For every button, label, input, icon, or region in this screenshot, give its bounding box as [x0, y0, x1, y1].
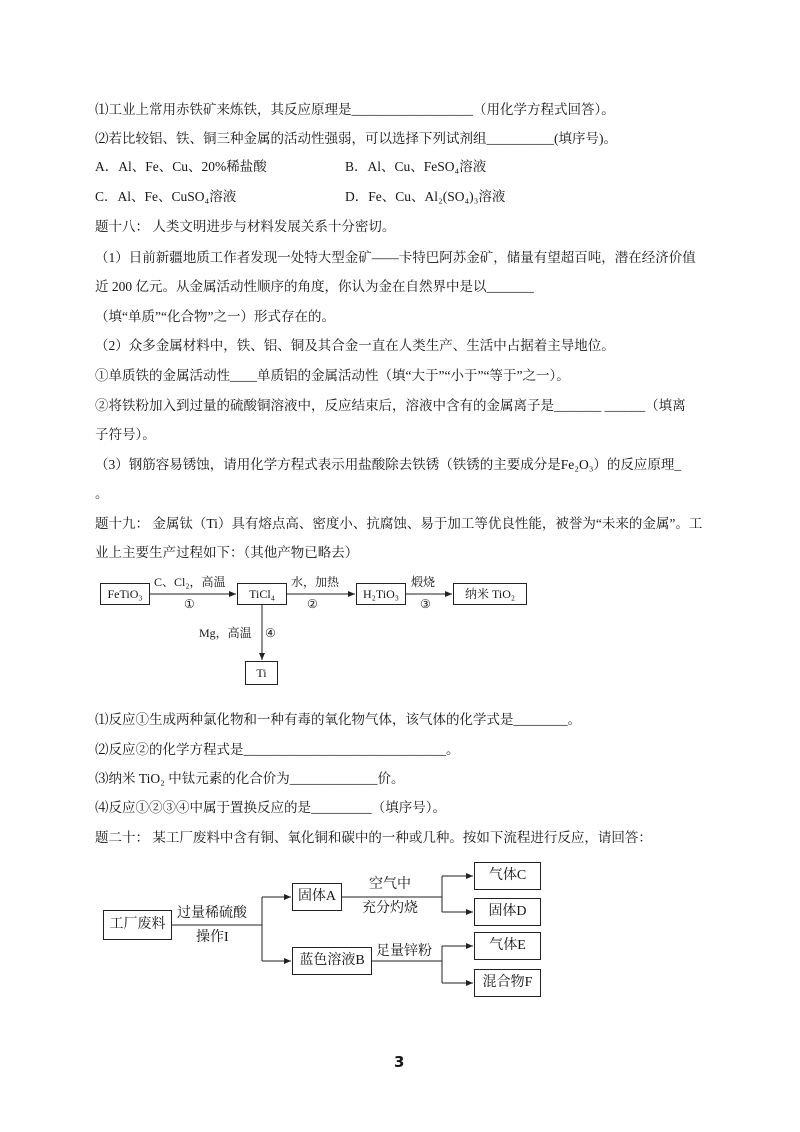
q19-part3-text: ⑶纳米 TiO₂ 中钛元素的化合价为_____________价。	[95, 771, 405, 786]
step3-number: ③	[420, 597, 431, 611]
step2-conditions: 水，加热	[291, 575, 340, 589]
box-gas-c: 气体C	[474, 862, 541, 890]
option-d: D．Fe、Cu、Al₂(SO₄)₃溶液	[345, 189, 506, 204]
q18-part2-item2-line1: ②将铁粉加入到过量的硫酸铜溶液中，反应结束后，溶液中含有的金属离子是_______ ______（填离	[95, 398, 686, 413]
option-a: A．Al、Fe、Cu、20%稀盐酸	[95, 159, 267, 174]
q18-part3-line1: （3）钢筋容易锈蚀，请用化学方程式表示用盐酸除去铁锈（铁锈的主要成分是Fe₂O₃）的反应原理_	[95, 457, 682, 472]
q18-part1-line3: （填“单质”“化合物”之一）形式存在的。	[95, 309, 335, 324]
option-c: C．Al、Fe、CuSO₄溶液	[95, 189, 237, 204]
q19-part1-text: ⑴反应①生成两种氯化物和一种有毒的氧化物气体，该气体的化学式是________。	[95, 712, 581, 727]
option-b: B．Al、Cu、FeSO₄溶液	[345, 159, 487, 174]
box-gas-e: 气体E	[474, 932, 541, 960]
q18-part1-line1: （1）日前新疆地质工作者发现一处特大型金矿——卡特巴阿苏金矿，储量有望超百吨，潜在经济价值	[95, 250, 696, 265]
label-full-combustion: 充分灼烧	[362, 901, 418, 916]
q19-heading-line1: 题十九： 金属钛（Ti）具有熔点高、密度小、抗腐蚀、易于加工等优良性能，被誉为“未来的金属”。工	[95, 516, 703, 531]
q18-heading: 题十八： 人类文明进步与材料发展关系十分密切。	[95, 219, 396, 234]
box-factory-waste: 工厂废料	[103, 910, 172, 940]
step4-number: ④	[265, 626, 276, 640]
box-nano-tio2: 纳米 TiO₂	[453, 583, 527, 605]
box-blue-solution-b: 蓝色溶液B	[292, 947, 372, 975]
label-excess-zinc-powder: 足量锌粉	[376, 944, 432, 959]
label-in-air: 空气中	[369, 877, 411, 892]
q20-heading: 题二十： 某工厂废料中含有铜、氧化铜和碳中的一种或几种。按如下流程进行反应，请回答：	[95, 830, 652, 845]
q17-part1-text: ⑴工业上常用赤铁矿来炼铁，其反应原理是__________________（用化学方程式回答）。	[95, 102, 615, 117]
q18-part2-intro: （2）众多金属材料中，铁、铝、铜及其合金一直在人类生产、生活中占据着主导地位。	[95, 338, 615, 353]
label-excess-sulfuric-acid: 过量稀硫酸	[177, 906, 247, 921]
q18-part1-line2: 近 200 亿元。从金属活动性顺序的角度，你认为金在自然界中是以_______	[95, 279, 534, 294]
label-operation-1: 操作I	[196, 930, 229, 945]
q18-part3-line2: 。	[95, 486, 109, 501]
step1-conditions: C、Cl₂，高温	[154, 575, 226, 589]
step1-number: ①	[184, 597, 195, 611]
step2-number: ②	[307, 597, 318, 611]
box-ticl4: TiCl₄	[237, 583, 287, 605]
step3-conditions: 煅烧	[411, 575, 436, 589]
box-h2tio3: H₂TiO₃	[356, 583, 406, 605]
q19-part2-text: ⑵反应②的化学方程式是______________________________。	[95, 742, 460, 757]
box-mixture-f: 混合物F	[474, 969, 541, 997]
box-solid-d: 固体D	[474, 898, 541, 926]
box-ti: Ti	[245, 661, 278, 685]
q18-part2-item1: ①单质铁的金属活动性____单质铝的金属活动性（填“大于”“小于”“等于”之一）。	[95, 368, 570, 383]
box-fetio3: FeTiO₃	[100, 583, 150, 605]
box-solid-a: 固体A	[292, 883, 342, 911]
q18-part2-item2-line2: 子符号）。	[95, 427, 156, 442]
q17-part2-text: ⑵若比较铝、铁、铜三种金属的活动性强弱，可以选择下列试剂组__________(填序号)。	[95, 131, 617, 146]
q19-heading-line2: 业上主要生产过程如下：（其他产物已略去）	[95, 545, 359, 560]
q19-part4-text: ⑷反应①②③④中属于置换反应的是_________（填序号）。	[95, 800, 446, 815]
page-number: 3	[394, 1053, 405, 1071]
step4-conditions: Mg，高温	[199, 626, 252, 640]
